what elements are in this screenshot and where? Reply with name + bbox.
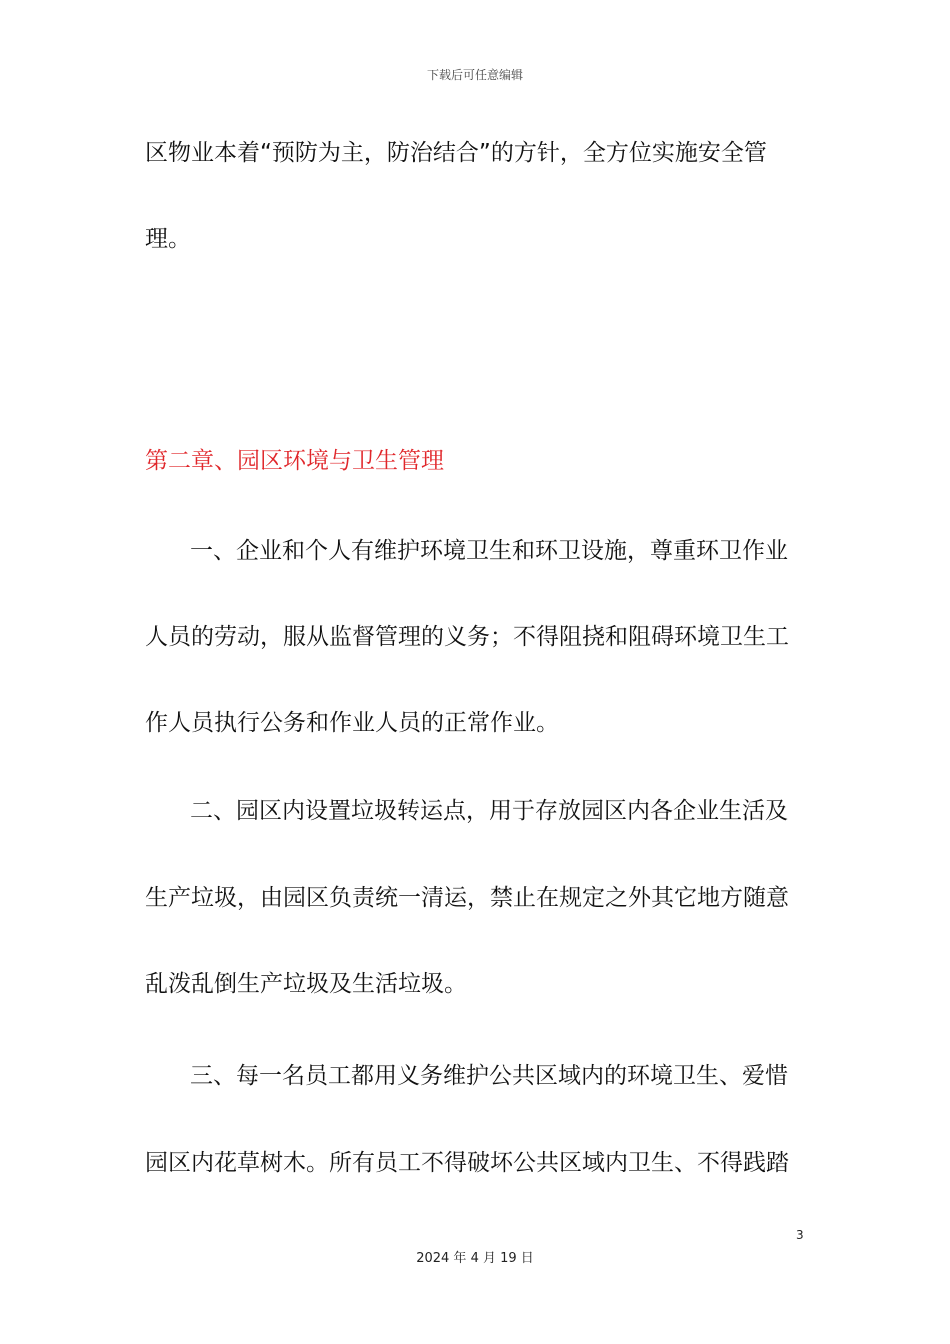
paragraph-1-line-2: 人员的劳动，服从监督管理的义务；不得阻挠和阻碍环境卫生工 bbox=[145, 624, 789, 650]
page-number: 3 bbox=[796, 1228, 804, 1242]
intro-line-1: 区物业本着“预防为主，防治结合”的方针，全方位实施安全管 bbox=[145, 140, 767, 166]
header-note: 下载后可任意编辑 bbox=[426, 68, 523, 82]
paragraph-1-line-1: 一、企业和个人有维护环境卫生和环卫设施，尊重环卫作业 bbox=[190, 538, 788, 564]
paragraph-2-line-1: 二、园区内设置垃圾转运点，用于存放园区内各企业生活及 bbox=[190, 798, 788, 824]
paragraph-2-line-3: 乱泼乱倒生产垃圾及生活垃圾。 bbox=[145, 971, 467, 997]
footer-date: 2024 年 4 月 19 日 bbox=[416, 1251, 534, 1266]
paragraph-1-line-3: 作人员执行公务和作业人员的正常作业。 bbox=[145, 710, 559, 736]
paragraph-3-line-1: 三、每一名员工都用义务维护公共区域内的环境卫生、爱惜 bbox=[190, 1063, 788, 1089]
intro-line-2: 理。 bbox=[145, 226, 191, 252]
chapter-heading: 第二章、园区环境与卫生管理 bbox=[145, 448, 444, 474]
paragraph-3-line-2: 园区内花草树木。所有员工不得破坏公共区域内卫生、不得践踏 bbox=[145, 1150, 789, 1176]
paragraph-2-line-2: 生产垃圾，由园区负责统一清运，禁止在规定之外其它地方随意 bbox=[145, 885, 789, 911]
